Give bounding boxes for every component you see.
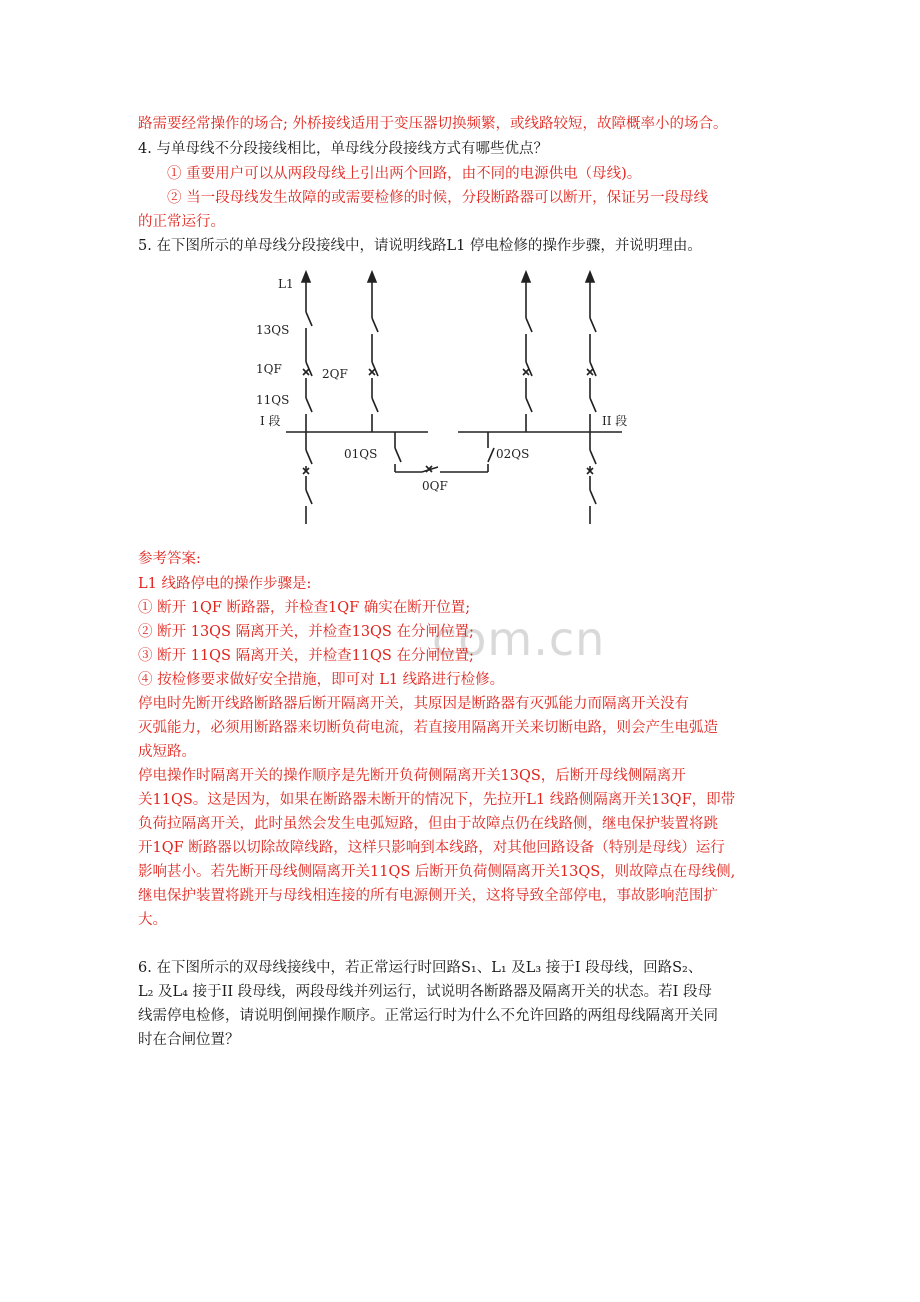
label-seg1: I 段 [260, 414, 281, 428]
label-L1: L1 [278, 277, 294, 291]
q4-answer-2-line1: ② 当一段母线发生故障的或需要检修的时候，分段断路器可以断开，保证另一段母线 [167, 190, 709, 206]
label-02QS: 02QS [496, 447, 530, 461]
reason2-line2: 关11QS。这是因为，如果在断路器未断开的情况下，先拉开L1 线路侧隔离开关13QF，即带 [138, 792, 736, 808]
question-6-line4: 时在合闸位置？ [138, 1032, 240, 1048]
reason2-line1: 停电操作时隔离开关的操作顺序是先断开负荷侧隔离开关13QS，后断开母线侧隔离开 [138, 768, 686, 784]
reason1-line3: 成短路。 [138, 744, 196, 760]
question-6-line3: 线需停电检修，请说明倒闸操作顺序。正常运行时为什么不允许回路的两组母线隔离开关同 [138, 1008, 718, 1024]
q4-answer-2-line2: 的正常运行。 [138, 214, 225, 230]
reason1-line2: 灭弧能力，必须用断路器来切断负荷电流，若直接用隔离开关来切断电路，则会产生电弧造 [138, 720, 718, 736]
question-4: 4. 与单母线不分段接线相比，单母线分段接线方式有哪些优点？ [138, 141, 548, 157]
question-6-line2: L₂ 及L₄ 接于II 段母线，两段母线并列运行，试说明各断路器及隔离开关的状态。若I 段母 [138, 984, 712, 1000]
label-2QF: 2QF [322, 367, 348, 381]
question-6-line1: 6. 在下图所示的双母线接线中，若正常运行时回路S₁、L₁ 及L₃ 接于I 段母线，回路S₂、 [138, 960, 703, 976]
step-3: ③ 断开 11QS 隔离开关，并检查11QS 在分闸位置; [138, 648, 474, 664]
step-4: ④ 按检修要求做好安全措施，即可对 L1 线路进行检修。 [138, 672, 505, 688]
question-5: 5. 在下图所示的单母线分段接线中，请说明线路L1 停电检修的操作步骤，并说明理由。 [138, 238, 702, 254]
reason2-line7: 大。 [138, 912, 167, 928]
answer-label: 参考答案: [138, 551, 201, 567]
reason2-line4: 开1QF 断路器以切除故障线路，这样只影响到本线路，对其他回路设备（特别是母线）运行 [138, 840, 725, 856]
q4-answer-1: ① 重要用户可以从两段母线上引出两个回路，由不同的电源供电（母线)。 [167, 166, 642, 182]
watermark: com.cn [432, 612, 606, 666]
answer-intro: L1 线路停电的操作步骤是: [138, 576, 312, 592]
label-1QF: 1QF [256, 362, 282, 376]
label-11QS: 11QS [256, 393, 290, 407]
single-bus-sectionalized-diagram [250, 262, 650, 532]
reason2-line6: 继电保护装置将跳开与母线相连接的所有电源侧开关，这将导致全部停电，事故影响范围扩 [138, 888, 718, 904]
step-1: ① 断开 1QF 断路器，并检查1QF 确实在断开位置; [138, 600, 471, 616]
label-13QS: 13QS [256, 323, 290, 337]
label-seg2: II 段 [602, 414, 628, 428]
label-0QF: 0QF [422, 479, 448, 493]
reason2-line3: 负荷拉隔离开关，此时虽然会发生电弧短路，但由于故障点仍在线路侧，继电保护装置将跳 [138, 816, 718, 832]
step-2: ② 断开 13QS 隔离开关，并检查13QS 在分闸位置; [138, 624, 474, 640]
reason2-line5: 影响甚小。若先断开母线侧隔离开关11QS 后断开负荷侧隔离开关13QS，则故障点在母线侧, [138, 864, 736, 880]
paragraph-prev-answer: 路需要经常操作的场合; 外桥接线适用于变压器切换频繁，或线路较短，故障概率小的场合。 [138, 116, 728, 132]
reason1-line1: 停电时先断开线路断路器后断开隔离开关，其原因是断路器有灭弧能力而隔离开关没有 [138, 696, 689, 712]
label-01QS: 01QS [344, 447, 378, 461]
